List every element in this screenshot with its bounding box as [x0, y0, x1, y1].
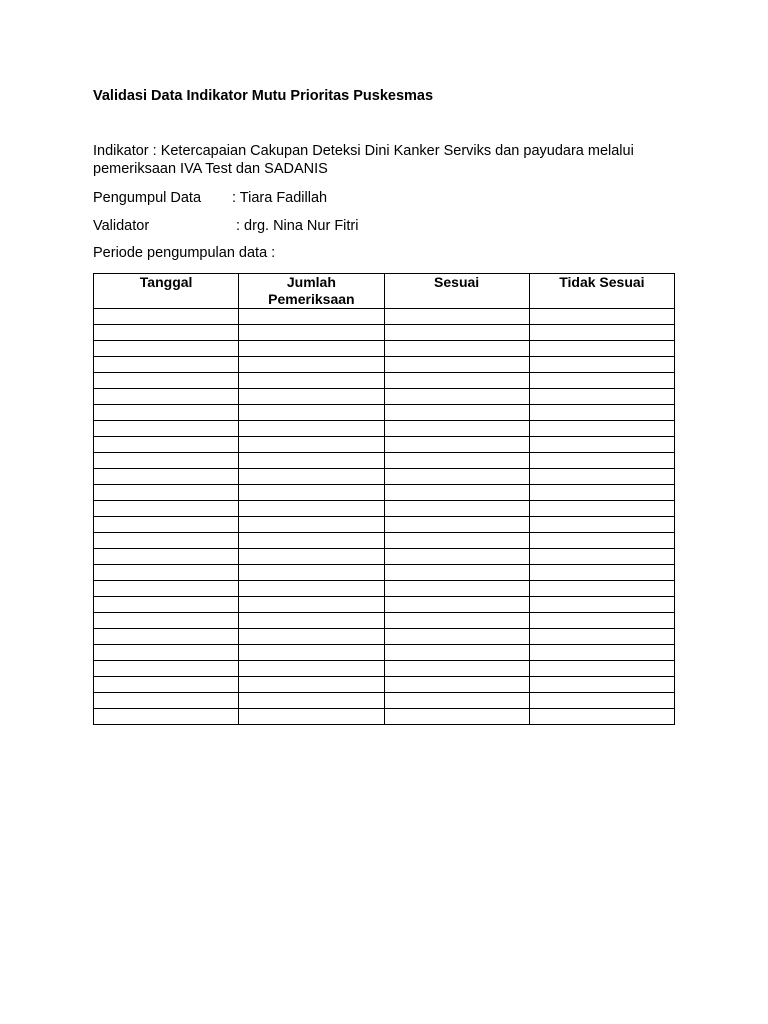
- cell-jumlah-pemeriksaan: [239, 565, 384, 581]
- header-jumlah-pemeriksaan: [239, 274, 384, 309]
- cell-jumlah-pemeriksaan: [239, 677, 384, 693]
- table-row: [94, 517, 675, 533]
- cell-tidak-sesuai: [529, 533, 674, 549]
- cell-jumlah-pemeriksaan: [239, 501, 384, 517]
- periode-row: [93, 244, 275, 262]
- cell-tidak-sesuai: [529, 389, 674, 405]
- cell-sesuai: [384, 661, 529, 677]
- header-tidak-sesuai: Tidak Sesuai: [529, 274, 674, 309]
- cell-sesuai: [384, 677, 529, 693]
- cell-tanggal: [94, 597, 239, 613]
- cell-jumlah-pemeriksaan: [239, 693, 384, 709]
- cell-sesuai: [384, 581, 529, 597]
- cell-jumlah-pemeriksaan: [239, 421, 384, 437]
- cell-tanggal: [94, 469, 239, 485]
- cell-tidak-sesuai: [529, 309, 674, 325]
- cell-sesuai: [384, 645, 529, 661]
- cell-tidak-sesuai: [529, 517, 674, 533]
- cell-jumlah-pemeriksaan: [239, 645, 384, 661]
- cell-jumlah-pemeriksaan: [239, 581, 384, 597]
- cell-jumlah-pemeriksaan: [239, 709, 384, 725]
- cell-tidak-sesuai: [529, 453, 674, 469]
- cell-tanggal: [94, 613, 239, 629]
- table-row: [94, 389, 675, 405]
- table-row: [94, 645, 675, 661]
- cell-tanggal: [94, 453, 239, 469]
- validator-row: [93, 217, 359, 235]
- cell-jumlah-pemeriksaan: [239, 597, 384, 613]
- cell-tanggal: [94, 325, 239, 341]
- cell-sesuai: [384, 613, 529, 629]
- table-row: [94, 661, 675, 677]
- cell-tidak-sesuai: [529, 421, 674, 437]
- cell-jumlah-pemeriksaan: [239, 389, 384, 405]
- indikator-text: Indikator : Ketercapaian Cakupan Deteksi Dini Kanker Serviks dan payudara melalui pemeriksaan IVA Test dan SADANIS: [93, 143, 634, 177]
- cell-sesuai: [384, 517, 529, 533]
- cell-tidak-sesuai: [529, 357, 674, 373]
- cell-sesuai: [384, 357, 529, 373]
- cell-sesuai: [384, 629, 529, 645]
- validator-value: : drg. Nina Nur Fitri: [236, 218, 359, 234]
- table-row: [94, 709, 675, 725]
- cell-tidak-sesuai: [529, 405, 674, 421]
- cell-tidak-sesuai: [529, 581, 674, 597]
- cell-tanggal: [94, 677, 239, 693]
- cell-sesuai: [384, 309, 529, 325]
- cell-sesuai: [384, 437, 529, 453]
- pengumpul-data-value: : Tiara Fadillah: [232, 190, 328, 206]
- table-row: [94, 373, 675, 389]
- cell-tidak-sesuai: [529, 565, 674, 581]
- cell-sesuai: [384, 485, 529, 501]
- table-row: [94, 405, 675, 421]
- header-jumlah-pemeriksaan-text: Jumlah Pemeriksaan: [268, 274, 355, 307]
- table-row: [94, 501, 675, 517]
- cell-jumlah-pemeriksaan: [239, 325, 384, 341]
- periode-label: Periode pengumpulan data :: [93, 245, 276, 261]
- cell-sesuai: [384, 373, 529, 389]
- table-row: [94, 453, 675, 469]
- table-row: [94, 549, 675, 565]
- cell-tanggal: [94, 309, 239, 325]
- cell-tanggal: [94, 629, 239, 645]
- cell-tidak-sesuai: [529, 597, 674, 613]
- table-row: [94, 613, 675, 629]
- cell-tidak-sesuai: [529, 613, 674, 629]
- validation-table: [93, 273, 675, 725]
- cell-jumlah-pemeriksaan: [239, 517, 384, 533]
- header-tanggal: Tanggal: [94, 274, 239, 309]
- table-row: [94, 581, 675, 597]
- table-row: [94, 677, 675, 693]
- table-row: [94, 533, 675, 549]
- table-body: [94, 309, 675, 725]
- cell-tidak-sesuai: [529, 501, 674, 517]
- cell-tidak-sesuai: [529, 373, 674, 389]
- cell-sesuai: [384, 421, 529, 437]
- cell-tidak-sesuai: [529, 549, 674, 565]
- cell-tanggal: [94, 517, 239, 533]
- table-row: [94, 437, 675, 453]
- cell-jumlah-pemeriksaan: [239, 549, 384, 565]
- cell-jumlah-pemeriksaan: [239, 453, 384, 469]
- cell-tidak-sesuai: [529, 645, 674, 661]
- table-row: [94, 469, 675, 485]
- header-sesuai: Sesuai: [384, 274, 529, 309]
- cell-jumlah-pemeriksaan: [239, 373, 384, 389]
- cell-jumlah-pemeriksaan: [239, 533, 384, 549]
- table-row: [94, 421, 675, 437]
- cell-tidak-sesuai: [529, 341, 674, 357]
- table-row: [94, 325, 675, 341]
- table-row: [94, 309, 675, 325]
- cell-tidak-sesuai: [529, 709, 674, 725]
- cell-tanggal: [94, 709, 239, 725]
- cell-jumlah-pemeriksaan: [239, 629, 384, 645]
- cell-jumlah-pemeriksaan: [239, 469, 384, 485]
- cell-sesuai: [384, 565, 529, 581]
- cell-tidak-sesuai: [529, 677, 674, 693]
- cell-sesuai: [384, 405, 529, 421]
- table-row: [94, 357, 675, 373]
- cell-sesuai: [384, 469, 529, 485]
- cell-jumlah-pemeriksaan: [239, 485, 384, 501]
- cell-jumlah-pemeriksaan: [239, 357, 384, 373]
- cell-sesuai: [384, 533, 529, 549]
- table-row: [94, 597, 675, 613]
- table-row: [94, 629, 675, 645]
- cell-tanggal: [94, 565, 239, 581]
- table-row: [94, 693, 675, 709]
- cell-tidak-sesuai: [529, 629, 674, 645]
- cell-sesuai: [384, 453, 529, 469]
- cell-tanggal: [94, 405, 239, 421]
- cell-sesuai: [384, 549, 529, 565]
- cell-jumlah-pemeriksaan: [239, 405, 384, 421]
- cell-tidak-sesuai: [529, 485, 674, 501]
- cell-tidak-sesuai: [529, 693, 674, 709]
- cell-tanggal: [94, 645, 239, 661]
- table-header-row: [94, 274, 675, 309]
- cell-sesuai: [384, 389, 529, 405]
- cell-sesuai: [384, 693, 529, 709]
- validator-label: Validator: [93, 218, 150, 234]
- cell-jumlah-pemeriksaan: [239, 613, 384, 629]
- cell-sesuai: [384, 501, 529, 517]
- cell-sesuai: [384, 325, 529, 341]
- cell-tanggal: [94, 693, 239, 709]
- cell-tidak-sesuai: [529, 469, 674, 485]
- pengumpul-data-label: Pengumpul Data: [93, 190, 202, 206]
- cell-tidak-sesuai: [529, 661, 674, 677]
- cell-tanggal: [94, 581, 239, 597]
- cell-jumlah-pemeriksaan: [239, 437, 384, 453]
- cell-tanggal: [94, 501, 239, 517]
- table-row: [94, 565, 675, 581]
- cell-tidak-sesuai: [529, 325, 674, 341]
- cell-jumlah-pemeriksaan: [239, 341, 384, 357]
- cell-tanggal: [94, 357, 239, 373]
- cell-sesuai: [384, 597, 529, 613]
- cell-tanggal: [94, 437, 239, 453]
- cell-tanggal: [94, 341, 239, 357]
- table-row: [94, 485, 675, 501]
- cell-tanggal: [94, 373, 239, 389]
- cell-jumlah-pemeriksaan: [239, 661, 384, 677]
- cell-sesuai: [384, 341, 529, 357]
- pengumpul-data-row: [93, 189, 328, 207]
- cell-tidak-sesuai: [529, 437, 674, 453]
- table-row: [94, 341, 675, 357]
- cell-tanggal: [94, 533, 239, 549]
- cell-sesuai: [384, 709, 529, 725]
- document-title: Validasi Data Indikator Mutu Prioritas Puskesmas: [93, 88, 434, 104]
- cell-tanggal: [94, 485, 239, 501]
- cell-tanggal: [94, 421, 239, 437]
- cell-tanggal: [94, 549, 239, 565]
- cell-tanggal: [94, 389, 239, 405]
- cell-tanggal: [94, 661, 239, 677]
- cell-jumlah-pemeriksaan: [239, 309, 384, 325]
